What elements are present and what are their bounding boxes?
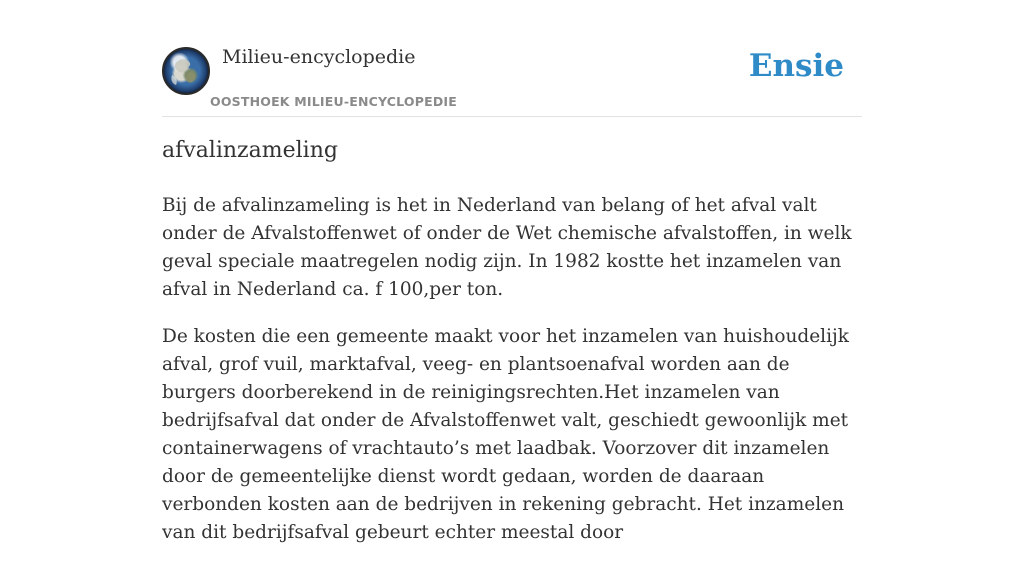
article-paragraph-1: Bij de afvalinzameling is het in Nederland van belang of het afval valt onder de Afvalstoffenwet of onder de Wet chemische afvalstoffen, in welk geval speciale maatregelen nodig zijn. In 1982 kostte het inzamelen van afval in Nederland ca. f 100,per ton. — [162, 195, 852, 300]
site-header — [162, 44, 862, 117]
site-subtitle: OOSTHOEK MILIEU-ENCYCLOPEDIE — [210, 94, 457, 109]
earth-globe-icon[interactable] — [162, 47, 210, 95]
article-body — [162, 192, 864, 566]
article-title: afvalinzameling — [162, 138, 338, 163]
article-paragraph-2: De kosten die een gemeente maakt voor het inzamelen van huishoudelijk afval, grof vuil, marktafval, veeg- en plantsoenafval worden aan de burgers doorberekend in de reinigingsrechten.Het inzamelen van bedrijfsafval dat onder de Afvalstoffenwet valt, geschiedt gewoonlijk met containerwagens of vrachtauto’s met laadbak. Voorzover dit inzamelen door de gemeentelijke dienst wordt gedaan, worden de daaraan verbonden kosten aan de bedrijven in rekening gebracht. Het inzamelen van dit bedrijfsafval gebeurt echter meestal door — [162, 326, 849, 543]
ensie-brand-link[interactable]: Ensie — [748, 48, 844, 84]
site-name[interactable]: Milieu-encyclopedie — [222, 46, 416, 68]
